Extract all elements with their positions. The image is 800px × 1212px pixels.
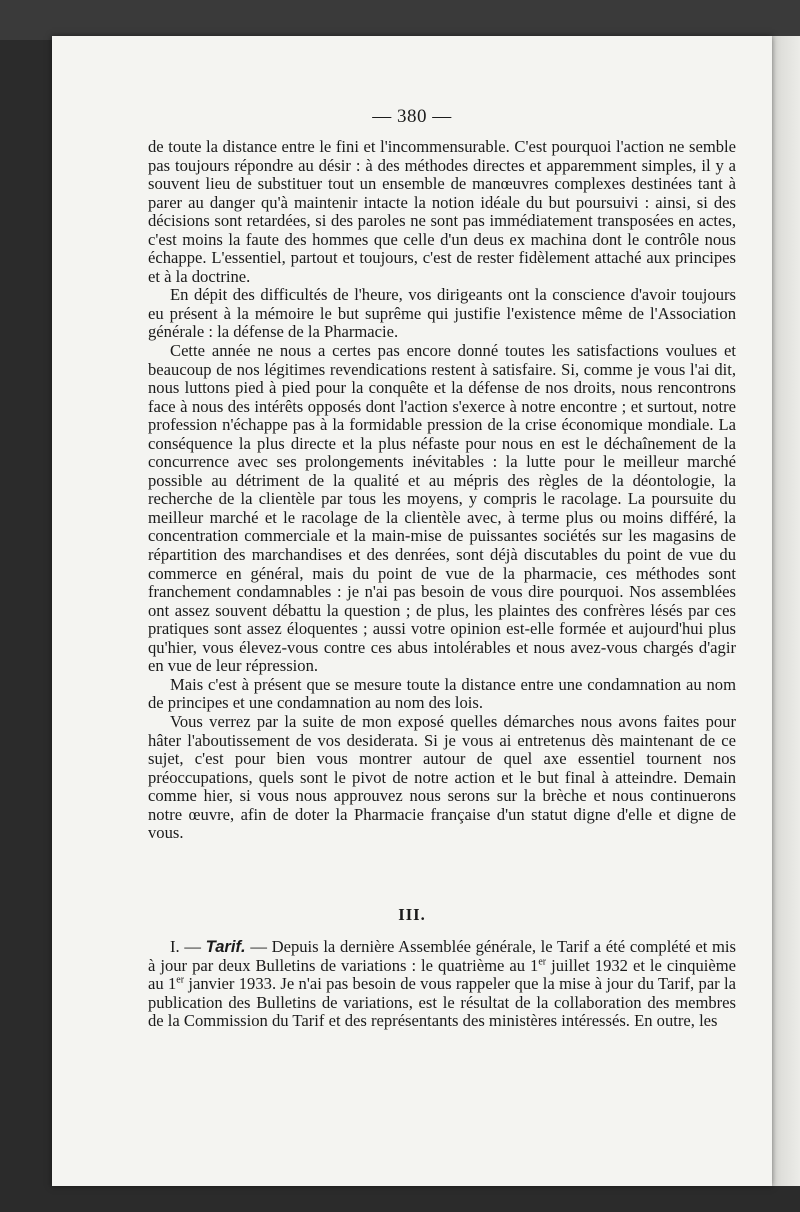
scan-background <box>0 0 800 40</box>
tarif-lead: I. — <box>170 937 206 956</box>
body-text <box>148 138 736 843</box>
document-page <box>52 36 772 1186</box>
paragraph-4: Mais c'est à présent que se mesure toute la distance entre une condamnation au nom de principes et une condamnation au nom des lois. <box>148 674 736 713</box>
tarif-text-2: juillet 1932 et le cinquième au 1 <box>148 955 736 994</box>
paragraph-3: Cette année ne nous a certes pas encore donné toutes les satisfactions voulues et beaucoup de nos légitimes revendications restent à satisfaire. Si, comme je vous l'ai dit, nous luttons pied à pied pour la conquête et la défense de nos droits, nous rencontrons face à nous des intérêts opposés dont l'action s'exerce à notre encontre ; et surtout, notre profession n'échappe pas à la formidable pression de la crise économique mondiale. La conséquence la plus directe et la plus néfaste pour nous en est le déchaînement de la concurrence avec ses prolongements inévitables : la lutte pour le meilleur marché possible au détriment de la qualité et au mépris des règles de la déontologie, la recherche de la clientèle par tous les moyens, y compris le racolage. La poursuite du meilleur marché et le racolage de la clientèle avec, à terme plus ou moins différé, la concentration commerciale et la main-mise de puissantes sociétés sur les magasins de répartition des marchandises et des denrées, sont déjà discutables du point de vue du commerce en général, mais du point de vue de la pharmacie, ces méthodes sont franchement condamnables : je n'ai pas besoin de vous dire pourquoi. Nos assemblées ont assez souvent débattu la question ; de plus, les plaintes des confrères lésés par ces pratiques sont assez éloquentes ; aussi votre opinion est-elle formée et aujourd'hui plus qu'hier, vous élevez-vous contre ces abus intolérables et nous avez-vous chargés d'agir en vue de leur répression. <box>148 341 736 676</box>
paragraph-2: En dépit des difficultés de l'heure, vos dirigeants ont la conscience d'avoir toujours eu présent à la mémoire le but suprême qui justifie l'existence même de l'Association générale : la défense de la Pharmacie. <box>148 285 736 342</box>
tarif-title: Tarif. <box>205 937 246 956</box>
paragraph-5: Vous verrez par la suite de mon exposé quelles démarches nous avons faites pour hâter l'aboutissement de vos desiderata. Si je vous ai entretenus dès maintenant de ce sujet, c'est pour bien vous montrer autour de quel axe essentiel tournent nos préoccupations, quels sont le pivot de notre action et le but final à atteindre. Demain comme hier, si vous nous approuvez nous serons sur la brèche et nous continuerons notre œuvre, afin de doter la Pharmacie française d'un statut digne d'elle et digne de vous. <box>148 711 736 843</box>
tarif-sup-1: er <box>538 956 547 968</box>
tarif-section <box>148 938 736 1031</box>
next-page-edge <box>772 36 800 1186</box>
page-number: — 380 — <box>372 106 452 127</box>
tarif-text-3: janvier 1933. Je n'ai pas besoin de vous rappeler que la mise à jour du Tarif, par la publication des Bulletins de variations, est le résultat de la collaboration des membres de la Commission du Tarif et des représentants des ministères intéressés. En outre, les <box>148 974 736 1031</box>
tarif-sup-2: er <box>176 974 185 986</box>
section-heading: III. <box>398 905 426 924</box>
tarif-text-1: — Depuis la dernière Assemblée générale, le Tarif a été complété et mis à jour par deux Bulletins de variations : le quatrième au 1 <box>148 937 736 975</box>
paragraph-1: de toute la distance entre le fini et l'incommensurable. C'est pourquoi l'action ne semble pas toujours répondre au désir : à des méthodes directes et apparemment simples, il y a souvent lieu de substituer tout un ensemble de manœuvres complexes destinées tant à parer au danger qu'à maintenir intacte la notion idéale du but poursuivi : ainsi, si des décisions sont retardées, si des paroles ne sont pas immédiatement transposées en actes, c'est moins la faute des hommes que celle d'un deus ex machina dont le contrôle nous échappe. L'essentiel, partout et toujours, c'est de rester fidèlement attaché aux principes et à la doctrine. <box>148 137 736 286</box>
tarif-paragraph <box>148 938 736 1031</box>
